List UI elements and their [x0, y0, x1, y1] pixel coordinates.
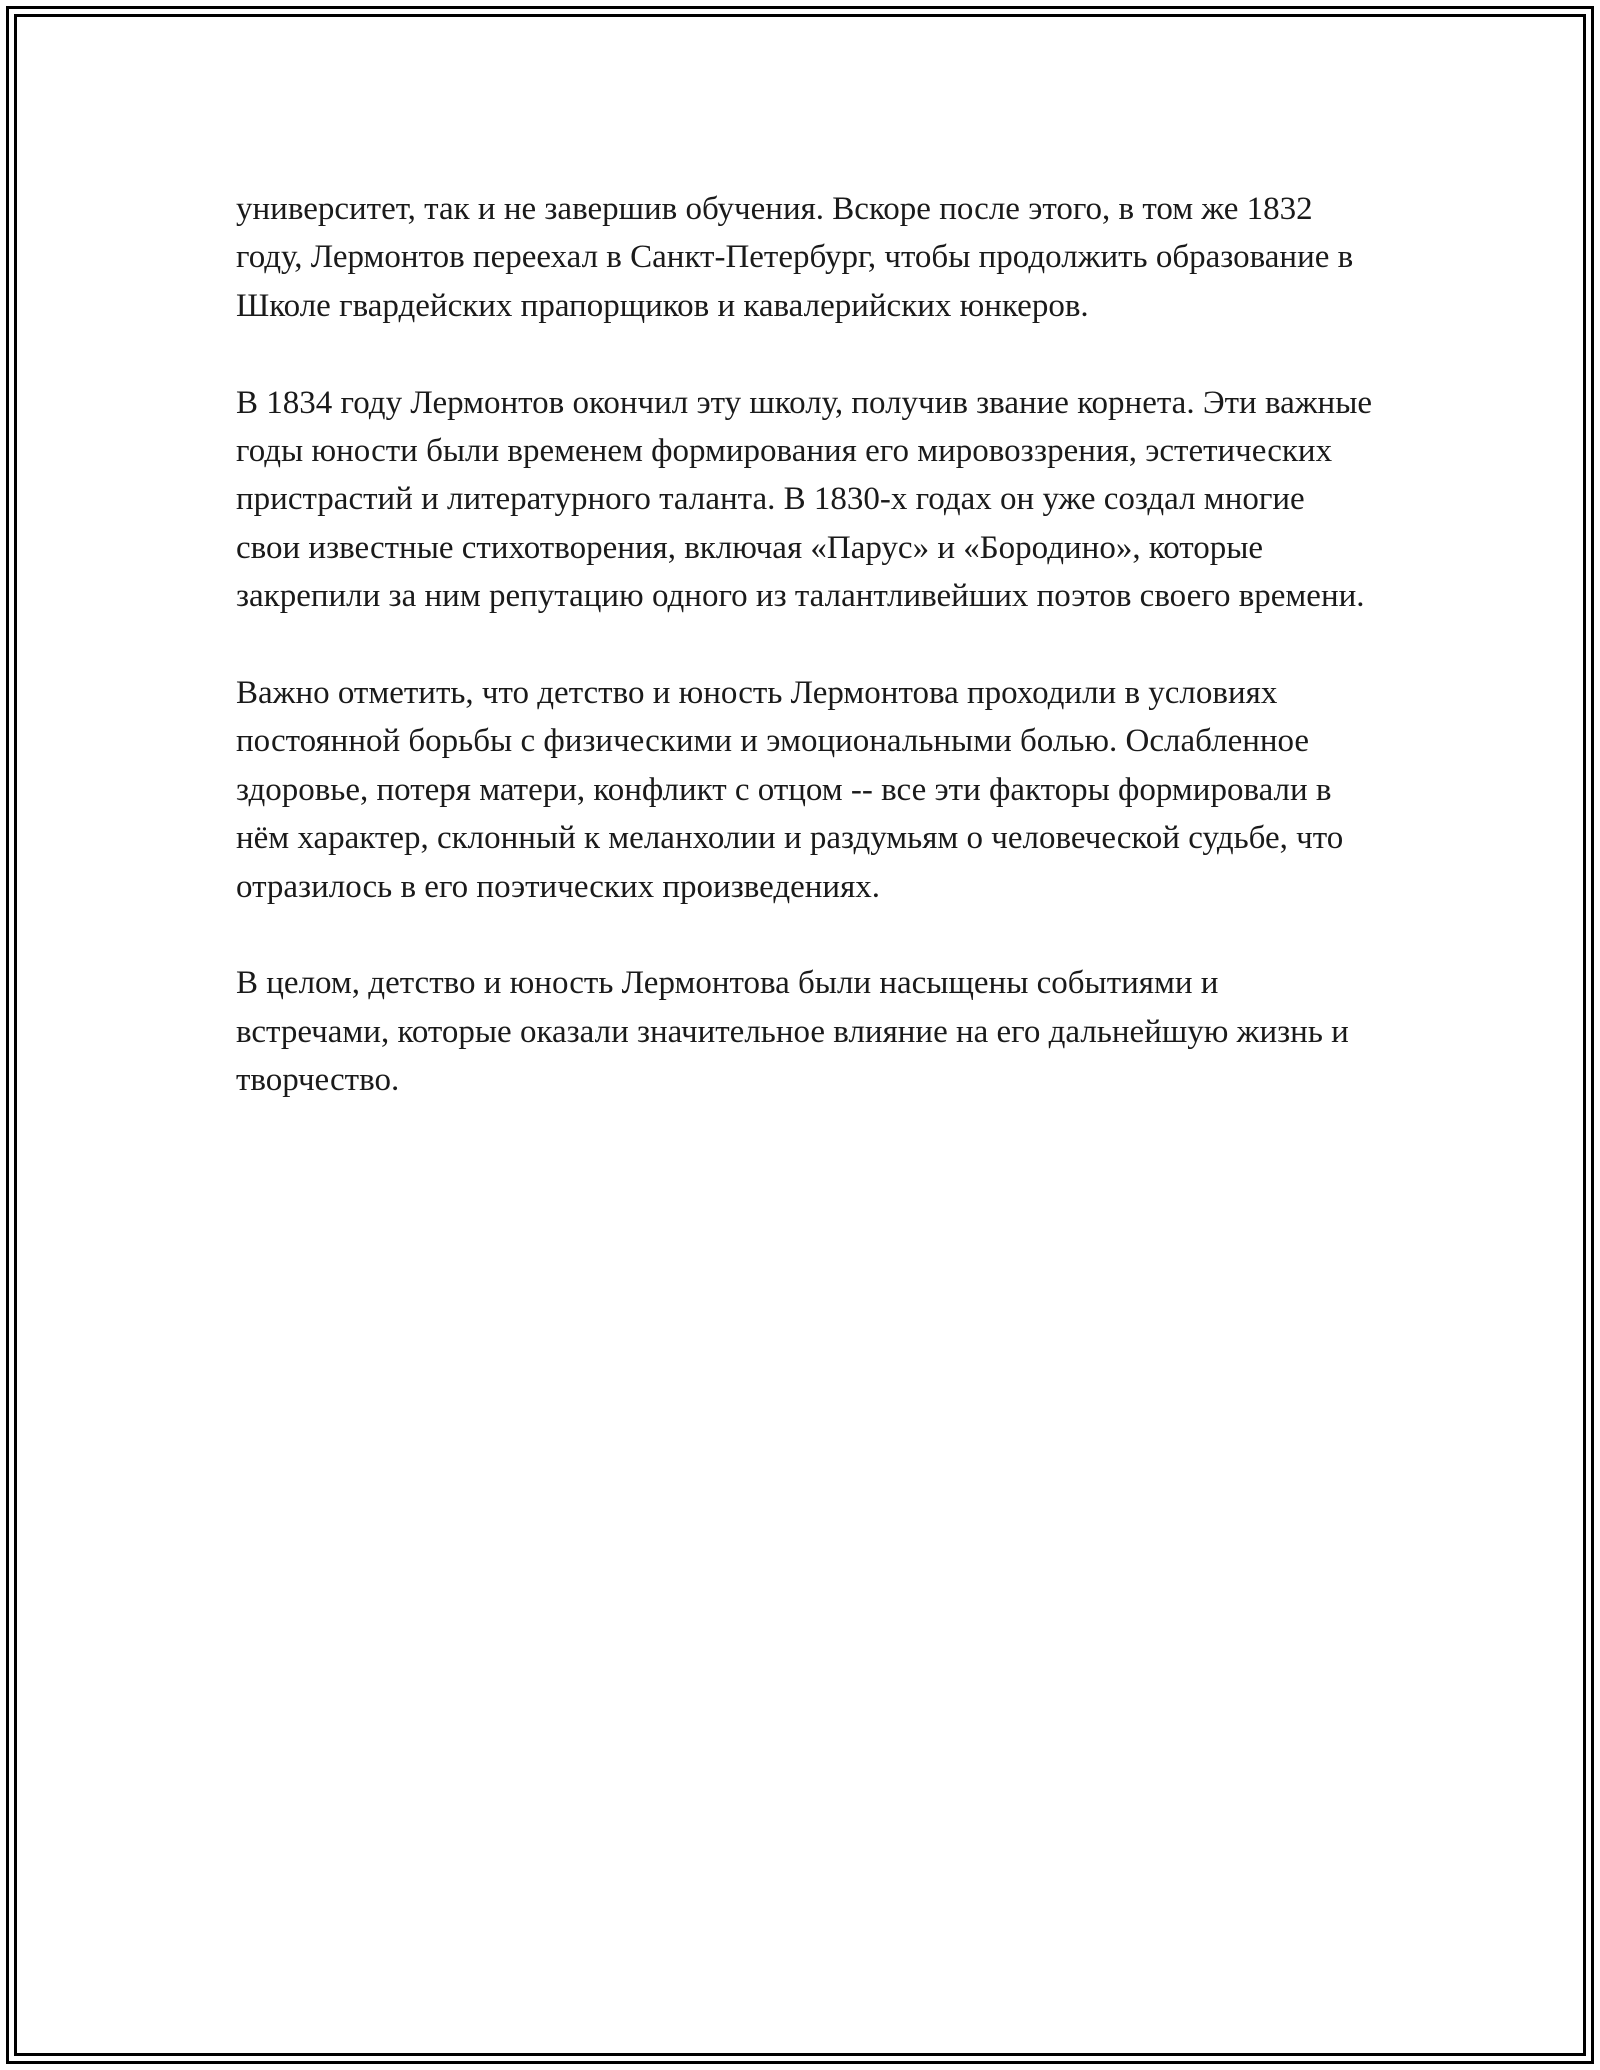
document-body [236, 185, 1376, 1153]
paragraph-2: В 1834 году Лермонтов окончил эту школу, получив звание корнета. Эти важные годы юности были временем формирования его мировоззрения, эстетических пристрастий и литературного таланта. В 1830-х годах он уже создал многие свои известные стихотворения, включая «Парус» и «Бородино», которые закрепили за ним репутацию одного из талантливейших поэтов своего времени. [236, 384, 1373, 615]
paragraph-4: В целом, детство и юность Лермонтова были насыщены событиями и встречами, которые оказали значительное влияние на его дальнейшую жизнь и творчество. [236, 965, 1349, 1099]
paragraph-1: университет, так и не завершив обучения. Вскоре после этого, в том же 1832 году, Лермонтов переехал в Санкт-Петербург, чтобы продолжить образование в Школе гвардейских прапорщиков и кавалерийских юнкеров. [236, 191, 1354, 324]
paragraph-3: Важно отметить, что детство и юность Лермонтова проходили в условиях постоянной борьбы с физическими и эмоциональными болью. Ослабленное здоровье, потеря матери, конфликт с отцом -- все эти факторы формировали в нём характер, склонный к меланхолии и раздумьям о человеческой судьбе, что отразилось в его поэтических произведениях. [236, 675, 1344, 905]
